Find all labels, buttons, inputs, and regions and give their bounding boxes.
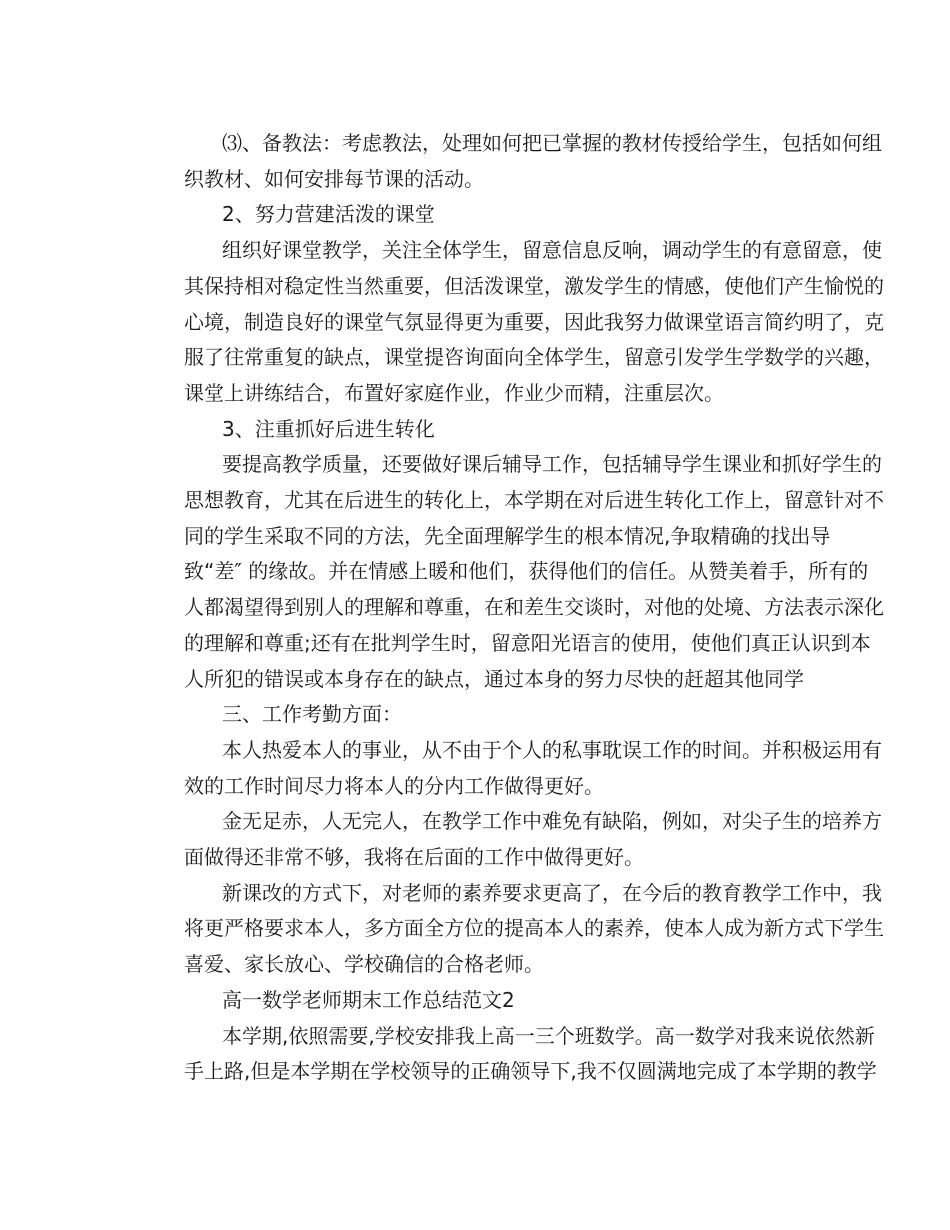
text-line: 组织好课堂教学，关注全体学生，留意信息反响，调动学生的有意留意，使: [222, 238, 882, 263]
text-line: 课堂上讲练结合，布置好家庭作业，作业少而精，注重层次。: [184, 380, 724, 405]
heading-text: 三、工作考勤方面：: [222, 702, 402, 727]
text-line: 其保持相对稳定性当然重要，但活泼课堂，激发学生的情感，使他们产生愉悦的: [184, 273, 884, 298]
text-line: 本学期,依照需要,学校安排我上高一三个班数学。高一数学对我来说依然新: [222, 1023, 875, 1048]
document-body: [146, 126, 884, 1090]
text-line: 将更严格要求本人，多方面全方位的提高本人的素养，使本人成为新方式下学生: [184, 916, 884, 941]
text-line: ⑶、备教法：考虑教法，处理如何把已掌握的教材传授给学生，包括如何组: [222, 131, 882, 155]
text-line: 同的学生采取不同的方法，先全面理解学生的根本情况,争取精确的找出导: [184, 523, 831, 548]
paragraph-shortcomings: [146, 804, 882, 875]
text-line: 致“差″ 的缘故。并在情感上暖和他们，获得他们的信任。从赞美着手，所有的: [184, 559, 869, 584]
text-line: 的理解和尊重;还有在批判学生时，留意阳光语言的使用，使他们真正认识到本: [184, 630, 871, 655]
heading-text: 3、注重抓好后进生转化: [222, 416, 435, 441]
paragraph-work-dedication: [146, 733, 882, 804]
heading-text: 高一数学老师期末工作总结范文2: [222, 987, 515, 1012]
paragraph-prepare-teaching-methods: [146, 126, 882, 197]
paragraph-tutoring: [146, 447, 884, 697]
text-line: 面做得还非常不够，我将在后面的工作中做得更好。: [184, 845, 644, 870]
text-line: 要提高教学质量，还要做好课后辅导工作，包括辅导学生课业和抓好学生的: [222, 452, 882, 477]
text-line: 喜爱、家长放心、学校确信的合格老师。: [184, 952, 544, 977]
text-line: 人都渴望得到别人的理解和尊重，在和差生交谈时，对他的处境、方法表示深化: [184, 595, 884, 620]
text-line: 金无足赤，人无完人，在教学工作中难免有缺陷，例如，对尖子生的培养方: [222, 809, 882, 834]
text-line: 人所犯的错误或本身存在的缺点，通过本身的努力尽快的赶超其他同学: [184, 666, 804, 691]
text-line: 心境，制造良好的课堂气氛显得更为重要，因此我努力做课堂语言简约明了，克: [184, 309, 884, 334]
section-heading-struggling-students: [146, 412, 806, 448]
section-heading-attendance: [146, 697, 806, 733]
text-line: 效的工作时间尽力将本人的分内工作做得更好。: [184, 773, 604, 798]
section-heading-lively-classroom: [146, 197, 806, 233]
paragraph-curriculum-reform: [146, 876, 884, 983]
paragraph-semester-intro: [146, 1019, 877, 1090]
heading-text: 2、努力营建活泼的课堂: [222, 202, 435, 227]
paragraph-classroom-teaching: [146, 233, 884, 412]
text-line: 思想教育，尤其在后进生的转化上，本学期在对后进生转化工作上，留意针对不: [184, 488, 884, 513]
text-line: 服了往常重复的缺点，课堂提咨询面向全体学生，留意引发学生学数学的兴趣，: [184, 345, 884, 370]
text-line: 新课改的方式下，对老师的素养要求更高了，在今后的教育教学工作中，我: [222, 880, 882, 905]
text-line: 本人热爱本人的事业，从不由于个人的私事耽误工作的时间。并积极运用有: [222, 737, 882, 762]
text-line: 织教材、如何安排每节课的活动。: [184, 166, 484, 191]
text-line: 手上路,但是本学期在学校领导的正确领导下,我不仅圆满地完成了本学期的教学: [184, 1059, 877, 1084]
section-heading-sample-2: [146, 983, 806, 1019]
